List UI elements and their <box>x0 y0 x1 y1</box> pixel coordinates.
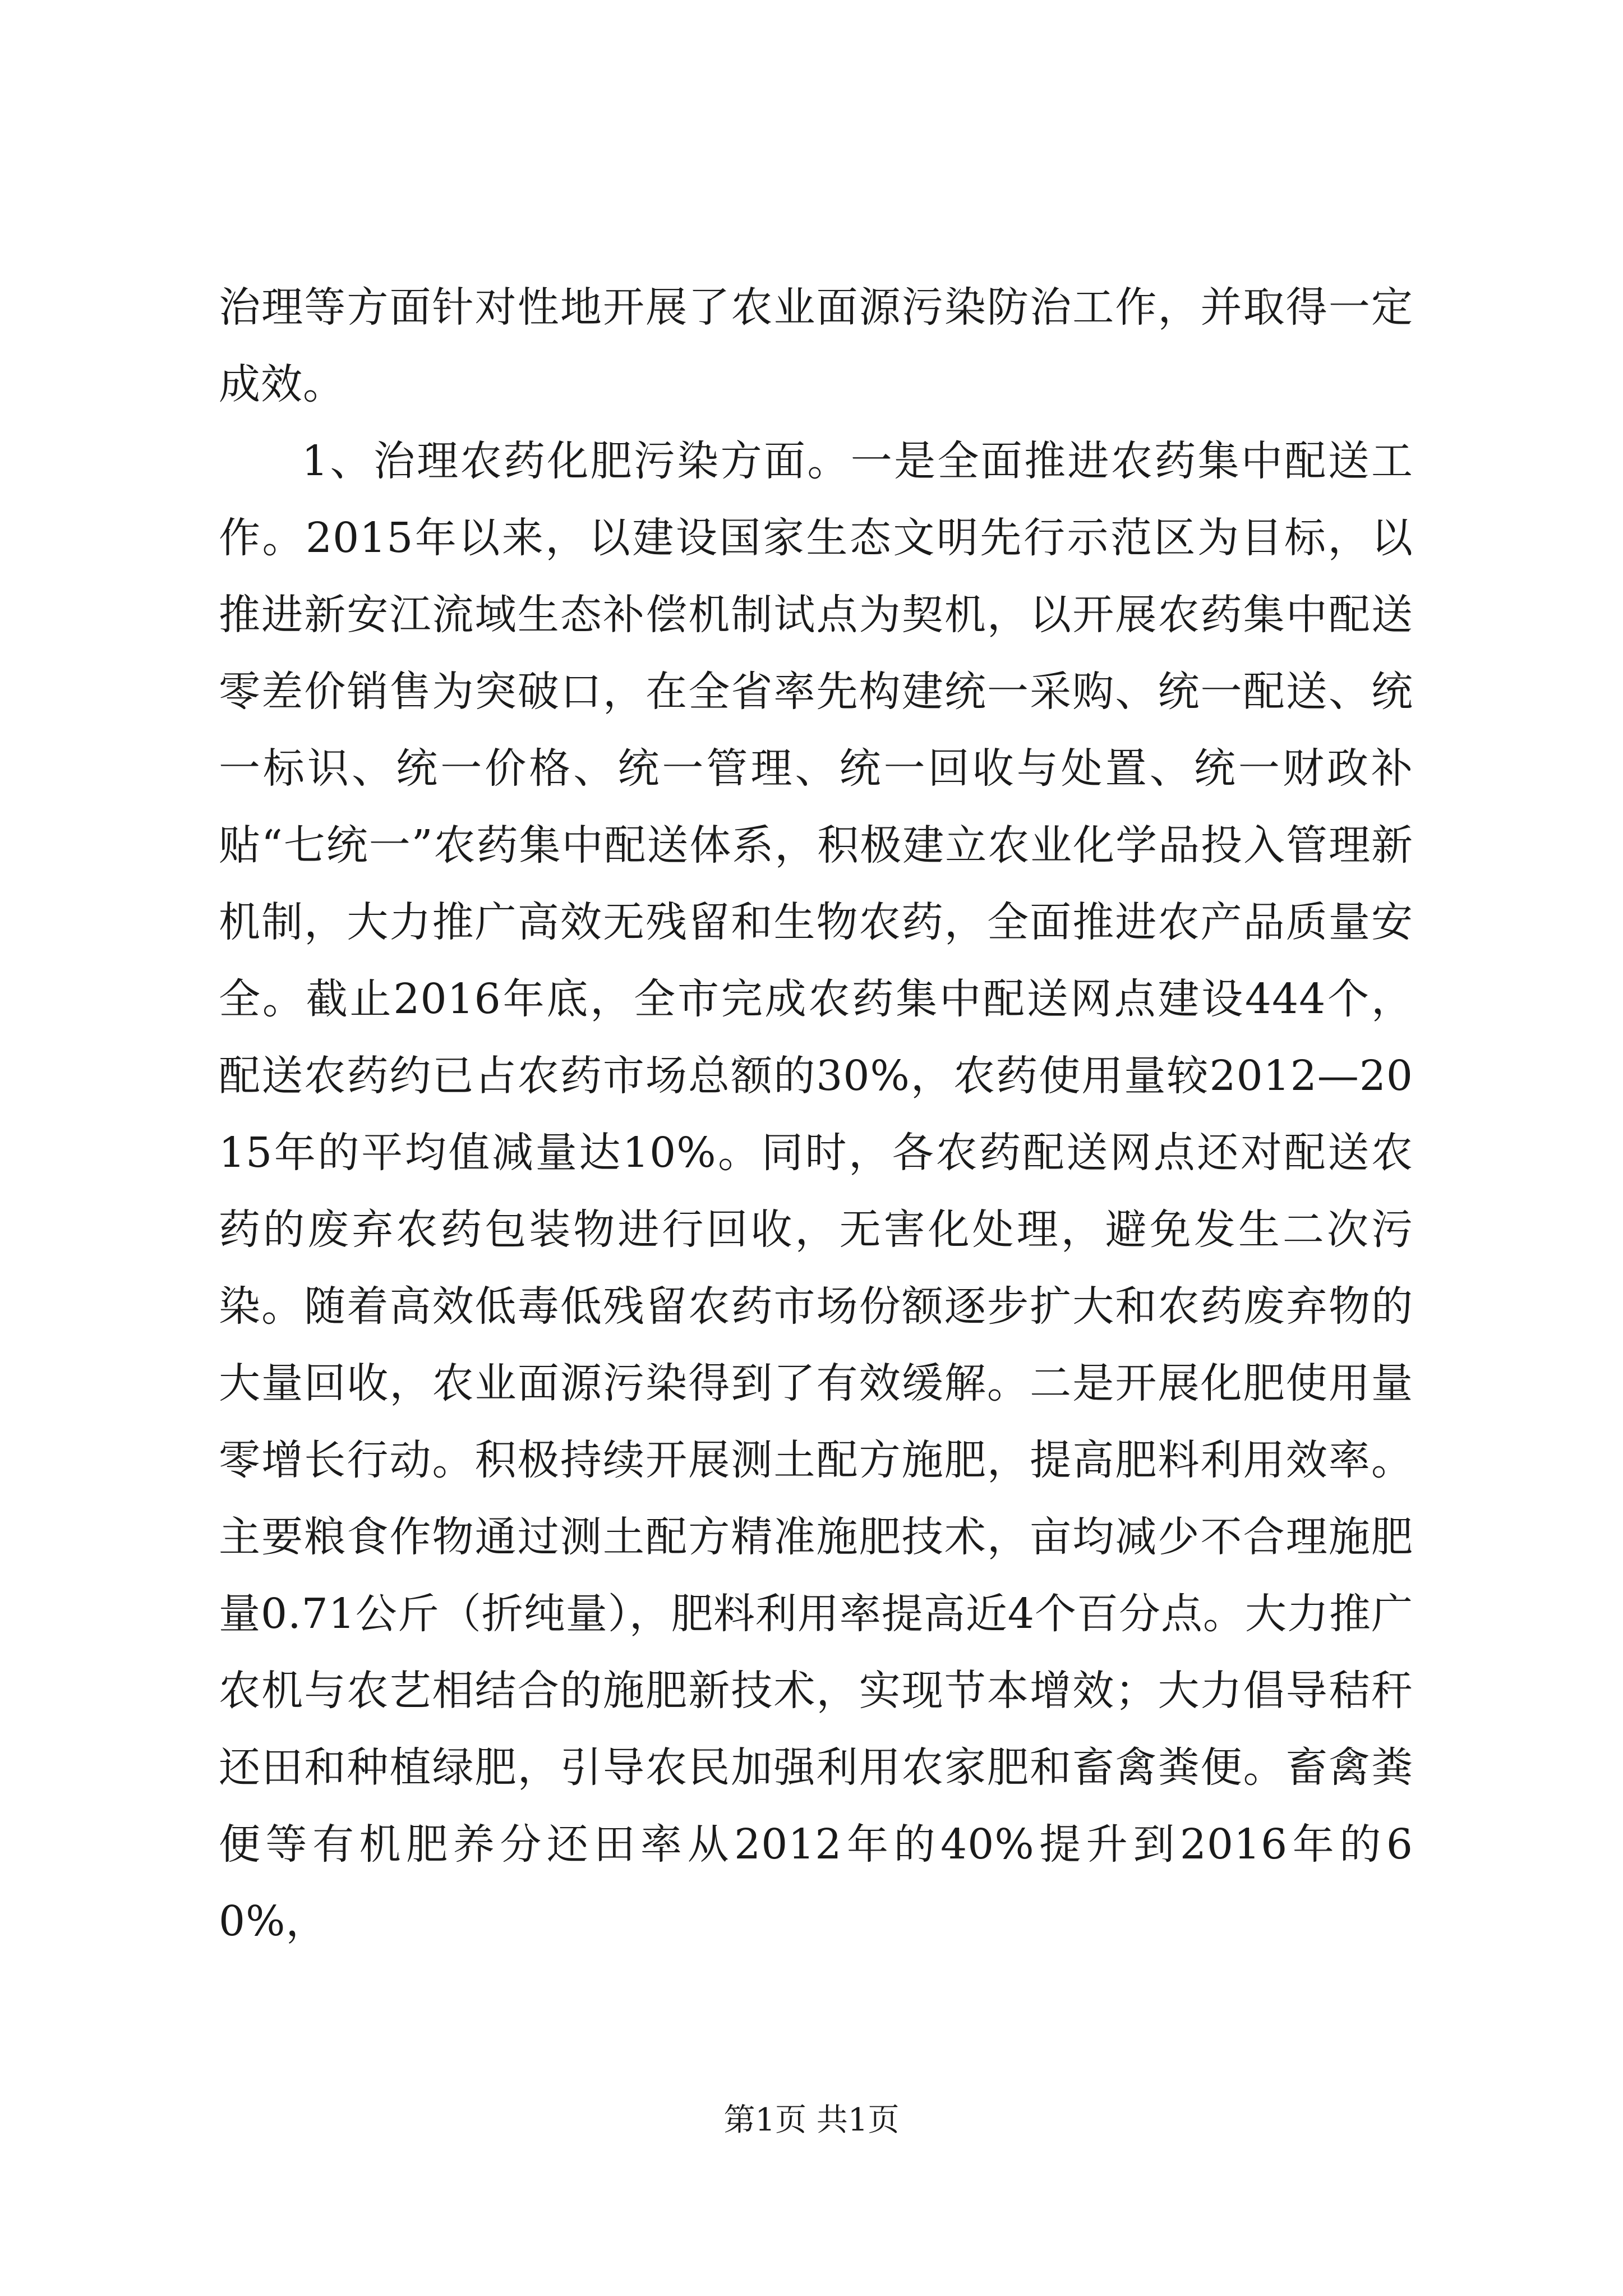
paragraph-continuation: 治理等方面针对性地开展了农业面源污染防治工作，并取得一定成效。 <box>219 283 1413 408</box>
paragraph-pesticide-fertilizer: 1、治理农药化肥污染方面。一是全面推进农药集中配送工作。2015年以来，以建设国家生态文明先行示范区为目标，以推进新安江流域生态补偿机制试点为契机，以开展农药集中配送零差价销售为突破口，在全省率先构建统一采购、统一配送、统一标识、统一价格、统一管理、统一回收与处置、统一财政补贴“七统一”农药集中配送体系，积极建立农业化学品投入管理新机制，大力推广高效无残留和生物农药，全面推进农产品质量安全。截止2016年底，全市完成农药集中配送网点建设444个，配送农药约已占农药市场总额的30%，农药使用量较2012—2015年的平均值减量达10%。同时，各农药配送网点还对配送农药的废弃农药包装物进行回收，无害化处理，避免发生二次污染。随着高效低毒低残留农药市场份额逐步扩大和农药废弃物的大量回收，农业面源污染得到了有效缓解。二是开展化肥使用量零增长行动。积极持续开展测土配方施肥，提高肥料利用效率。主要粮食作物通过测土配方精准施肥技术，亩均减少不合理施肥量0.71公斤（折纯量），肥料利用率提高近4个百分点。大力推广农机与农艺相结合的施肥新技术，实现节本增效；大力倡导秸秆还田和种植绿肥，引导农民加强利用农家肥和畜禽粪便。畜禽粪便等有机肥养分还田率从2012年的40%提升到2016年的60%， <box>219 437 1413 1945</box>
document-body <box>219 269 1413 1960</box>
page-footer: 第1页 共1页 <box>723 2102 900 2138</box>
